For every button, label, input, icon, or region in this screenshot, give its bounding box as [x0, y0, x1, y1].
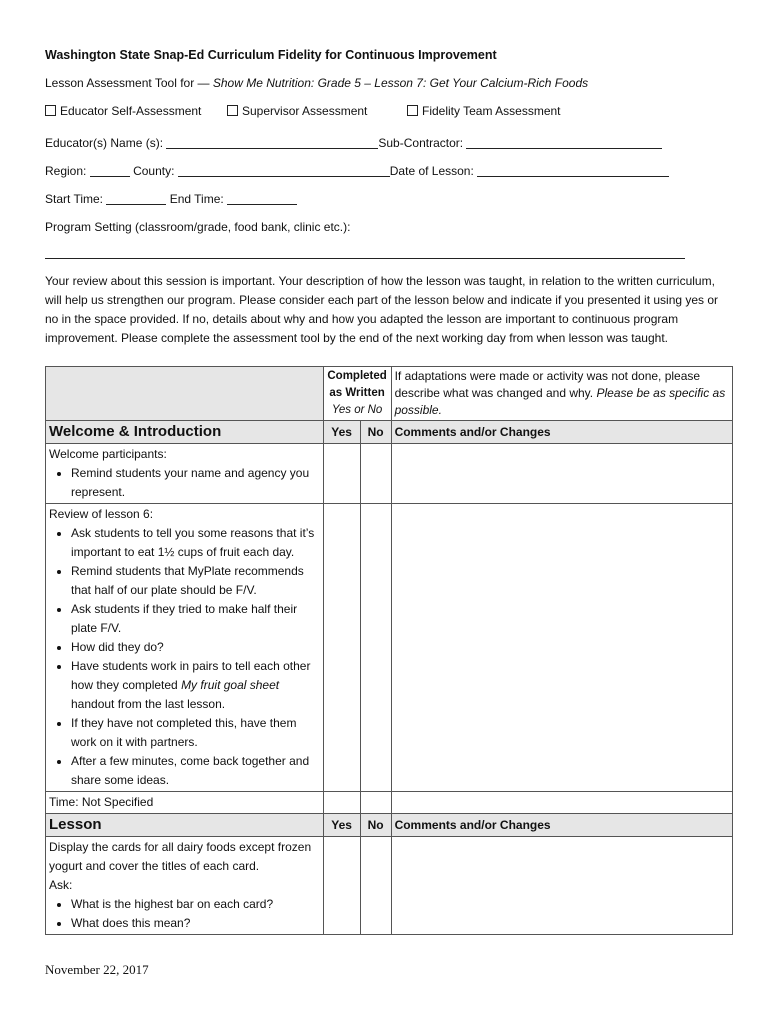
lesson-no-cell[interactable]: [360, 837, 391, 935]
review-comments-cell[interactable]: [391, 504, 732, 792]
list-item: • What does this mean?: [71, 914, 320, 933]
intro-paragraph: Your review about this session is important. Your description of how the lesson was taught, in relation to the written curriculum, will help us strengthen our program. Please consider each part of the lesson below and indicate if you presented it using yes or no in the space provided. If no, details about why and how you adapted the lesson are important to continuous program improvement. Please complete the assessment tool by the end of the next working day from when lesson was taught.: [45, 274, 719, 345]
region-row: [45, 164, 669, 178]
table-row: [46, 444, 733, 504]
checkbox-icon: [227, 105, 238, 116]
list-item: • How did they do?: [71, 638, 320, 657]
region-label: Region:: [45, 164, 87, 178]
section-row-lesson: [46, 814, 733, 837]
checkbox-icon: [407, 105, 418, 116]
end-time-field[interactable]: [227, 192, 297, 205]
welcome-no-cell[interactable]: [360, 444, 391, 504]
lesson-comments-cell[interactable]: [391, 837, 732, 935]
subtitle-prefix: Lesson Assessment Tool for —: [45, 76, 213, 90]
county-field[interactable]: [178, 164, 390, 177]
footer-date: November 22, 2017: [45, 962, 149, 977]
review-yes-cell[interactable]: [323, 504, 360, 792]
date-of-lesson-field[interactable]: [477, 164, 669, 177]
educator-self-assessment-checkbox[interactable]: Educator Self-Assessment: [45, 104, 201, 118]
educator-label: Educator(s) Name (s):: [45, 136, 164, 150]
comments-header: Comments and/or Changes: [391, 421, 732, 444]
section-title-welcome: Welcome & Introduction: [46, 421, 324, 444]
subcontractor-label: Sub-Contractor:: [378, 136, 464, 150]
subcontractor-field[interactable]: [466, 136, 662, 149]
list-item: • What is the highest bar on each card?: [71, 895, 320, 914]
educator-row: [45, 136, 662, 150]
section-title-lesson: Lesson: [46, 814, 324, 837]
subtitle: [45, 76, 588, 90]
header-blank-cell: [46, 367, 324, 421]
review-no-cell[interactable]: [360, 504, 391, 792]
document-title: Washington State Snap-Ed Curriculum Fidelity for Continuous Improvement: [45, 48, 497, 62]
section-row-welcome: [46, 421, 733, 444]
completed-header: Completed as Written Yes or No: [323, 367, 391, 421]
comments-header: Comments and/or Changes: [391, 814, 732, 837]
yes-header: Yes: [323, 814, 360, 837]
checkbox-icon: [45, 105, 56, 116]
welcome-yes-cell[interactable]: [323, 444, 360, 504]
time-comments-cell[interactable]: [391, 792, 732, 814]
list-item: • Ask students if they tried to make half their plate F/V.: [71, 600, 320, 638]
supervisor-assessment-checkbox[interactable]: Supervisor Assessment: [227, 104, 367, 118]
welcome-cell: Welcome participants: • Remind students your name and agency you represent.: [46, 444, 324, 504]
assessment-table: [45, 366, 733, 935]
time-row: [45, 192, 297, 206]
lesson-cell: Display the cards for all dairy foods except frozen yogurt and cover the titles of each card. Ask: • What is the highest bar on each card? • What does this mean?: [46, 837, 324, 935]
subtitle-lesson: Show Me Nutrition: Grade 5 – Lesson 7: Get Your Calcium-Rich Foods: [212, 76, 589, 90]
yes-header: Yes: [323, 421, 360, 444]
fidelity-team-assessment-checkbox[interactable]: Fidelity Team Assessment: [407, 104, 561, 118]
program-setting-field[interactable]: [45, 250, 685, 259]
welcome-comments-cell[interactable]: [391, 444, 732, 504]
list-item: • If they have not completed this, have them work on it with partners.: [71, 714, 320, 752]
table-row: [46, 792, 733, 814]
table-header-row: [46, 367, 733, 421]
start-time-label: Start Time:: [45, 192, 104, 206]
date-label: Date of Lesson:: [389, 164, 474, 178]
adaptations-header: If adaptations were made or activity was not done, please describe what was changed and why. Please be as specific as possible.: [391, 367, 732, 421]
no-header: No: [360, 421, 391, 444]
county-label: County:: [133, 164, 175, 178]
list-item: • Have students work in pairs to tell each other how they completed My fruit goal sheet handout from the last lesson.: [71, 657, 320, 714]
list-item: • Remind students that MyPlate recommends that half of our plate should be F/V.: [71, 562, 320, 600]
time-no-cell[interactable]: [360, 792, 391, 814]
lesson-yes-cell[interactable]: [323, 837, 360, 935]
list-item: • After a few minutes, come back together and share some ideas.: [71, 752, 320, 790]
start-time-field[interactable]: [106, 192, 166, 205]
program-setting-label: Program Setting (classroom/grade, food bank, clinic etc.):: [45, 220, 351, 234]
end-time-label: End Time:: [169, 192, 224, 206]
educator-name-field[interactable]: [166, 136, 378, 149]
table-row: [46, 837, 733, 935]
list-item: • Ask students to tell you some reasons that it’s important to eat 1½ cups of fruit each day.: [71, 524, 320, 562]
list-item: • Remind students your name and agency you represent.: [71, 464, 320, 502]
table-row: [46, 504, 733, 792]
time-cell: Time: Not Specified: [46, 792, 324, 814]
region-field[interactable]: [90, 164, 130, 177]
review-cell: Review of lesson 6: • Ask students to tell you some reasons that it’s important to eat 1½ cups of fruit each day. • Remind students that MyPlate recommends that half of our plate should be F/V. • Ask students if they tried to make half their plate F/V. • How did they do? • Have students work in pairs to tell each other how they completed My fruit goal sheet handout from the last lesson. • If they have not completed this, have them work on it with partners. • After a few minutes, come back together and share some ideas.: [46, 504, 324, 792]
no-header: No: [360, 814, 391, 837]
time-yes-cell[interactable]: [323, 792, 360, 814]
